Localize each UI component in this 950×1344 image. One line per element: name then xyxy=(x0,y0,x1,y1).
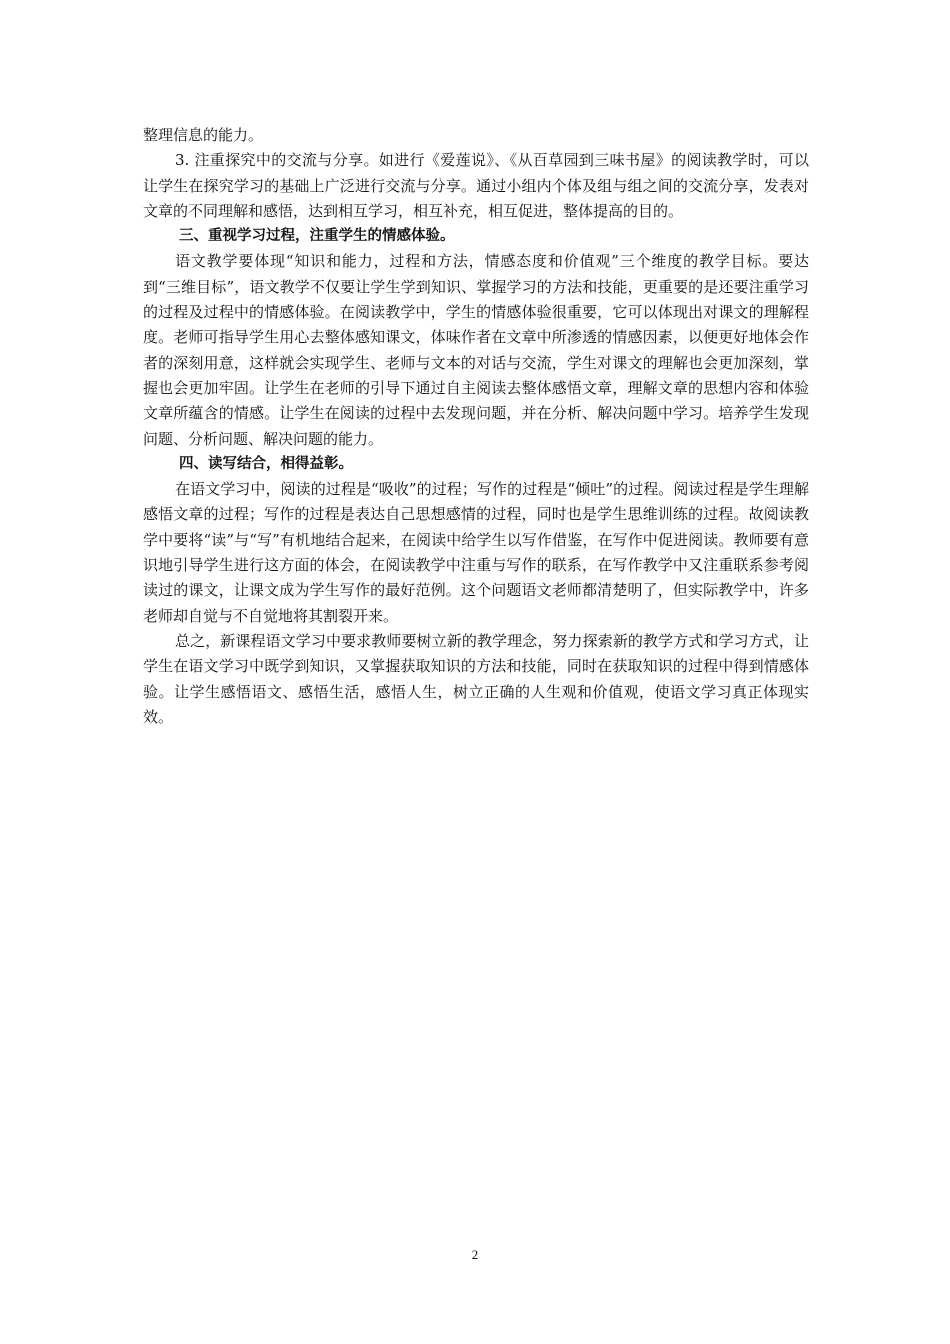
section-heading-4: 四、读写结合，相得益彰。 xyxy=(179,455,353,472)
paragraph-section-4-body: 在语文学习中，阅读的过程是“吸收”的过程；写作的过程是“倾吐”的过程。阅读过程是学生理解感悟文章的过程；写作的过程是表达自己思想感情的过程，同时也是学生思维训练的过程。故阅读教学中要将“读”与“写”有机地结合起来，在阅读中给学生以写作借鉴，在写作中促进阅读。教师要有意识地引导学生进行这方面的体会，在阅读教学中注重与写作的联系，在写作教学中又注重联系参考阅读过的课文，让课文成为学生写作的最好范例。这个问题语文老师都清楚明了，但实际教学中，许多老师却自觉与不自觉地将其割裂开来。 xyxy=(143,480,809,625)
document-body xyxy=(143,123,809,730)
paragraph-section-3-body: 语文教学要体现“知识和能力，过程和方法，情感态度和价值观”三个维度的教学目标。要达到“三维目标”，语文教学不仅要让学生学到知识、掌握学习的方法和技能，更重要的是还要注重学习的过程及过程中的情感体验。在阅读教学中，学生的情感体验很重要，它可以体现出对课文的理解程度。老师可指导学生用心去整体感知课文，体味作者在文章中所渗透的情感因素，以便更好地体会作者的深刻用意，这样就会实现学生、老师与文本的对话与交流，学生对课文的理解也会更加深刻，掌握也会更加牢固。让学生在老师的引导下通过自主阅读去整体感悟文章，理解文章的思想内容和体验文章所蕴含的情感。让学生在阅读的过程中去发现问题，并在分析、解决问题中学习。培养学生发现问题、分析问题、解决问题的能力。 xyxy=(143,252,809,448)
page-number: 2 xyxy=(471,1247,479,1262)
paragraph-continuation: 整理信息的能力。 xyxy=(143,126,264,144)
paragraph-conclusion: 总之，新课程语文学习中要求教师要树立新的教学理念，努力探索新的教学方式和学习方式，让学生在语文学习中既学到知识，又掌握获取知识的方法和技能，同时在获取知识的过程中得到情感体验。让学生感悟语文、感悟生活，感悟人生，树立正确的人生观和价值观，使语文学习真正体现实效。 xyxy=(143,631,809,726)
paragraph-point-3: 3. 注重探究中的交流与分享。如进行《爱莲说》、《从百草园到三味书屋》的阅读教学时，可以让学生在探究学习的基础上广泛进行交流与分享。通过小组内个体及组与组之间的交流分享，发表对文章的不同理解和感悟，达到相互学习，相互补充，相互促进，整体提高的目的。 xyxy=(143,151,809,220)
section-heading-3: 三、重视学习过程，注重学生的情感体验。 xyxy=(179,228,455,245)
